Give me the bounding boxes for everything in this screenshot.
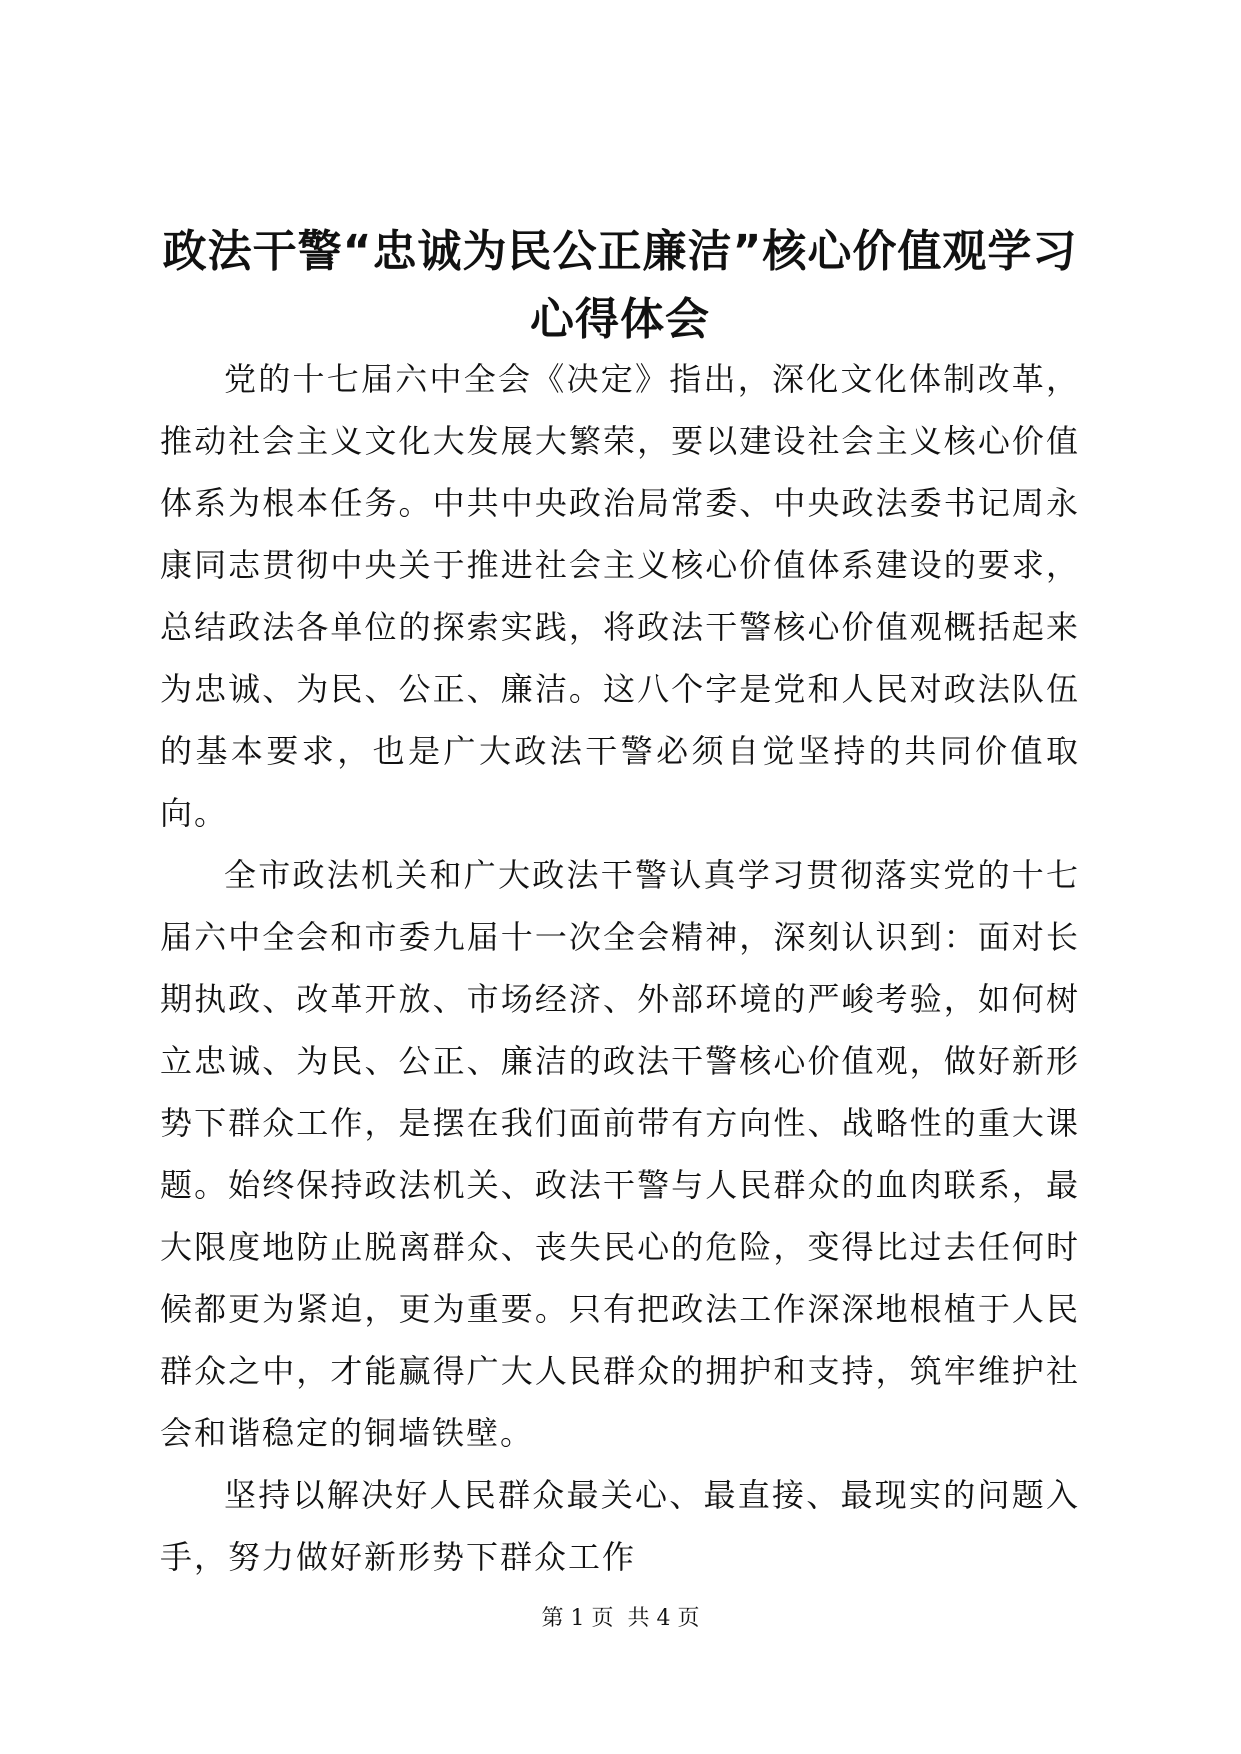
paragraph-3: 坚持以解决好人民群众最关心、最直接、最现实的问题入手，努力做好新形势下群众工作 xyxy=(160,1476,1080,1576)
page-footer xyxy=(0,1604,1241,1634)
paragraph-2: 全市政法机关和广大政法干警认真学习贯彻落实党的十七届六中全会和市委九届十一次全会精神，深刻认识到：面对长期执政、改革开放、市场经济、外部环境的严峻考验，如何树立忠诚、为民、公正、廉洁的政法干警核心价值观，做好新形势下群众工作，是摆在我们面前带有方向性、战略性的重大课题。始终保持政法机关、政法干警与人民群众的血肉联系，最大限度地防止脱离群众、丧失民心的危险，变得比过去任何时候都更为紧迫，更为重要。只有把政法工作深深地根植于人民群众之中，才能赢得广大人民群众的拥护和支持，筑牢维护社会和谐稳定的铜墙铁壁。 xyxy=(160,856,1080,1452)
page-number-label: 第 1 页 共 4 页 xyxy=(541,1606,700,1631)
document-body xyxy=(160,348,1080,1588)
document-title: 政法干警“忠诚为民公正廉洁”核心价值观学习心得体会 xyxy=(162,226,1078,345)
paragraph-1: 党的十七届六中全会《决定》指出，深化文化体制改革，推动社会主义文化大发展大繁荣，要以建设社会主义核心价值体系为根本任务。中共中央政治局常委、中央政法委书记周永康同志贯彻中央关于推进社会主义核心价值体系建设的要求，总结政法各单位的探索实践，将政法干警核心价值观概括起来为忠诚、为民、公正、廉洁。这八个字是党和人民对政法队伍的基本要求，也是广大政法干警必须自觉坚持的共同价值取向。 xyxy=(160,360,1080,832)
